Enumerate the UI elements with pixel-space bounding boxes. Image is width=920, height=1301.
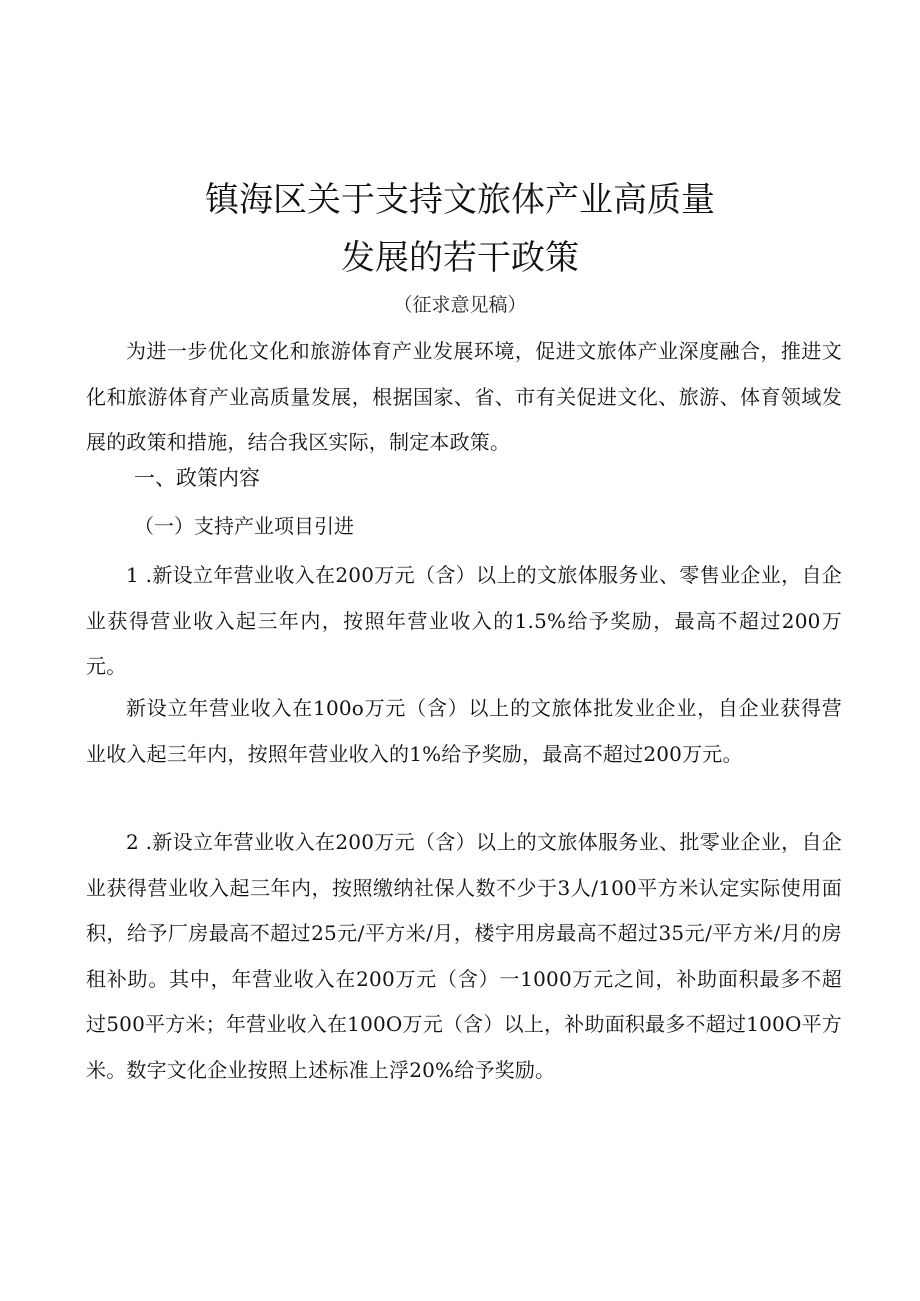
item1-extra-block xyxy=(86,686,842,777)
subsection-heading: （一）支持产业项目引进 xyxy=(134,514,354,538)
intro-paragraph: 为进一步优化文化和旅游体育产业发展环境，促进文旅体产业深度融合，推进文化和旅游体育产业高质量发展，根据国家、省、市有关促进文化、旅游、体育领域发展的政策和措施，结合我区实际，制定本政策。 xyxy=(86,339,842,454)
section-heading: 一、政策内容 xyxy=(134,466,260,490)
item2-paragraph: 2 .新设立年营业收入在200万元（含）以上的文旅体服务业、批零业企业，自企业获得营业收入起三年内，按照缴纳社保人数不少于3人/100平方米认定实际使用面积，给予厂房最高不超过25元/平方米/月，楼宇用房最高不超过35元/平方米/月的房租补助。其中，年营业收入在200万元（含）一1000万元之间，补助面积最多不超过500平方米；年营业收入在100O万元（含）以上，补助面积最多不超过100O平方米。数字文化企业按照上述标准上浮20%给予奖励。 xyxy=(86,830,842,1082)
item1-paragraph: 1 .新设立年营业收入在200万元（含）以上的文旅体服务业、零售业企业，自企业获得营业收入起三年内，按照年营业收入的1.5%给予奖励，最高不超过200万元。 xyxy=(86,563,842,678)
document-subtitle: （征求意见稿） xyxy=(393,294,527,316)
item2-block xyxy=(86,820,842,1093)
item1-block xyxy=(86,553,842,690)
document-title-line1: 镇海区关于支持文旅体产业高质量 xyxy=(205,180,715,220)
item1-extra-paragraph: 新设立年营业收入在100o万元（含）以上的文旅体批发业企业，自企业获得营业收入起三年内，按照年营业收入的1%给予奖励，最高不超过200万元。 xyxy=(86,696,842,766)
document-title-line2: 发展的若干政策 xyxy=(341,238,579,278)
intro-block xyxy=(86,329,842,466)
